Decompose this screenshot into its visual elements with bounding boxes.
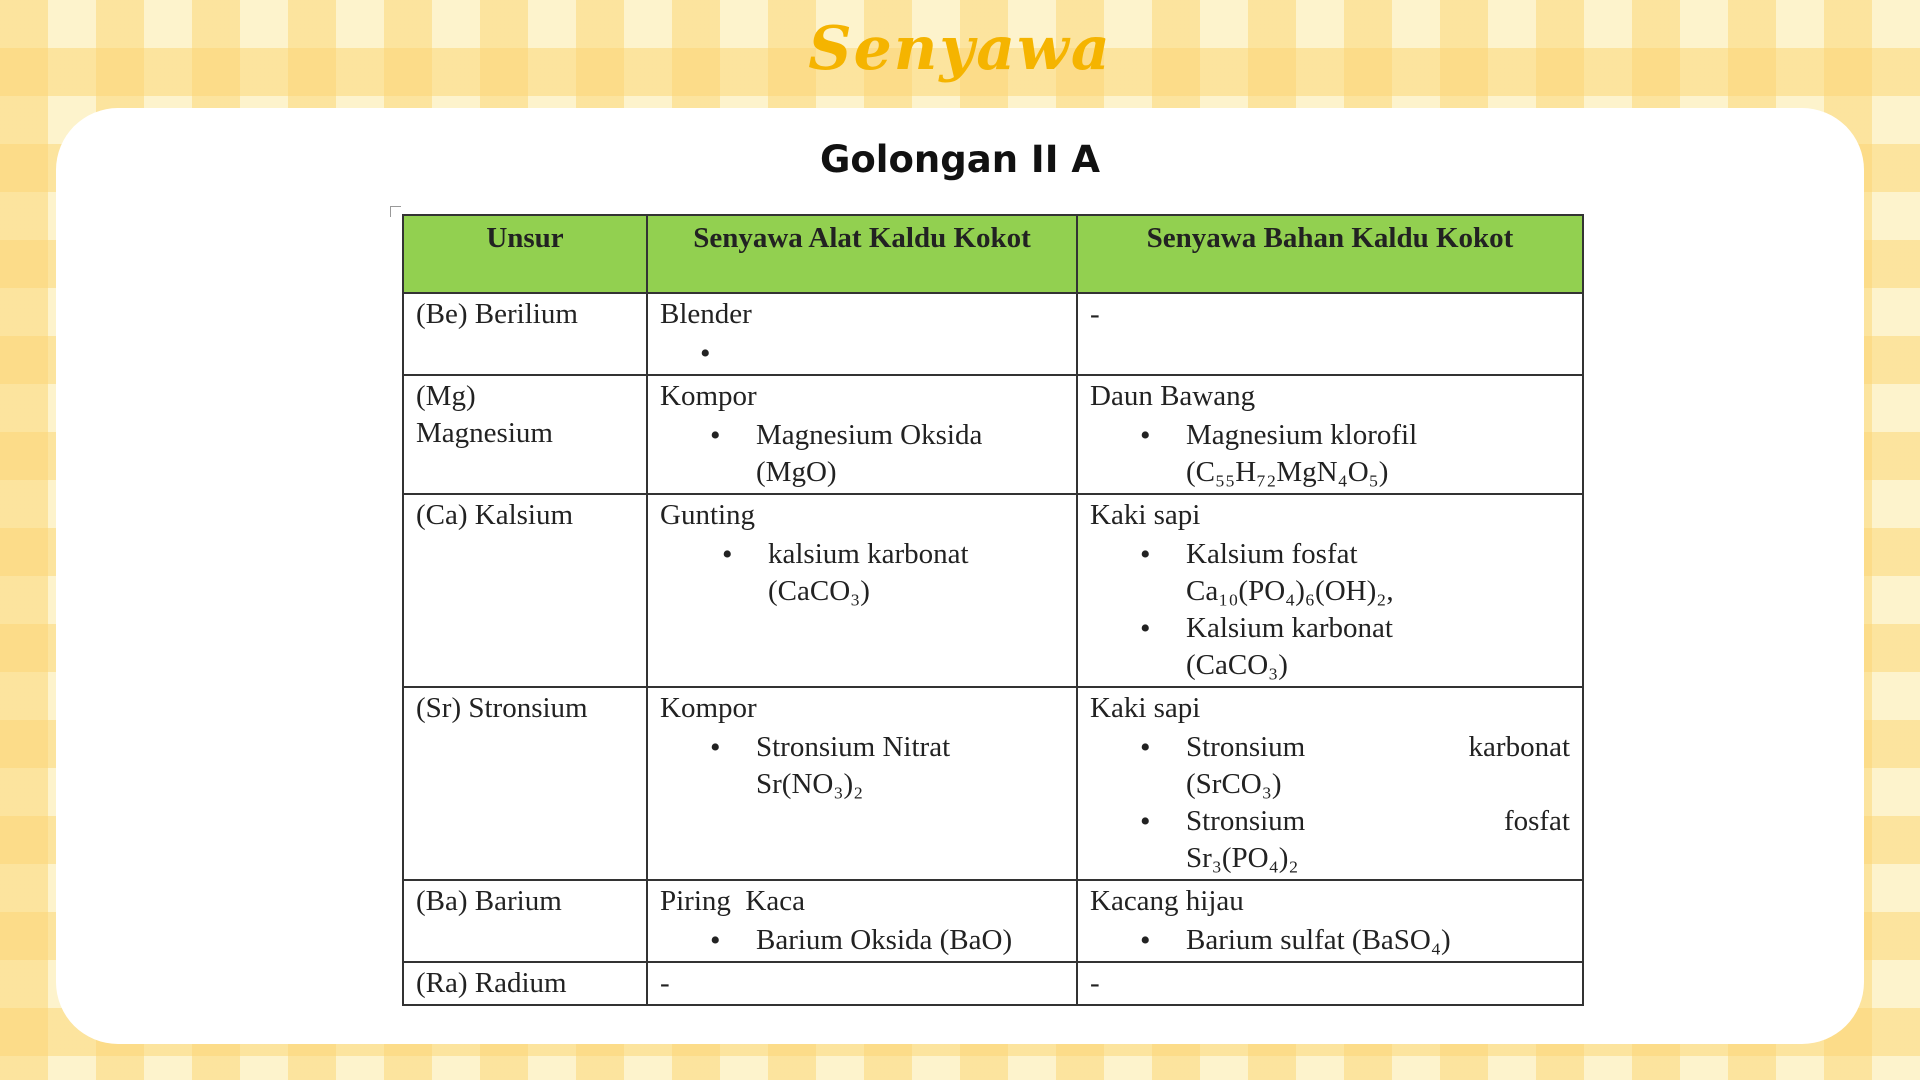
bahan-name: Kaki sapi: [1090, 692, 1201, 724]
list-item: • kalsium karbonat (CaCO₃): [768, 536, 1064, 610]
cell-unsur: (Sr) Stronsium: [403, 687, 647, 880]
bahan-name: Daun Bawang: [1090, 380, 1256, 412]
list-item: • Barium Oksida (BaO): [756, 922, 1064, 959]
alat-name: Gunting: [660, 499, 756, 531]
unsur-text: (Mg) Magnesium: [416, 380, 553, 449]
header-senyawa-bahan: Senyawa Bahan Kaldu Kokot: [1077, 215, 1583, 293]
content-card: [56, 108, 1864, 1044]
bahan-name: -: [1090, 298, 1100, 330]
bahan-name: Kaki sapi: [1090, 499, 1201, 531]
bahan-items: [1090, 729, 1570, 877]
table-corner-mark: [390, 206, 401, 217]
alat-items: [660, 536, 1064, 610]
alat-items: [660, 335, 1064, 372]
bahan-items: [1090, 417, 1570, 491]
cell-unsur: (Ba) Barium: [403, 880, 647, 962]
bahan-name: Kacang hijau: [1090, 885, 1244, 917]
cell-alat: [647, 375, 1077, 494]
alat-items: [660, 417, 1064, 491]
list-item: • Stronsium fosfat Sr₃(PO₄)₂: [1186, 803, 1570, 877]
cell-alat: -: [647, 962, 1077, 1005]
table-header-row: [403, 215, 1583, 293]
list-item: • Magnesium Oksida (MgO): [756, 417, 1064, 491]
page-header-title: Senyawa: [808, 14, 1112, 84]
cell-alat: [647, 293, 1077, 375]
cell-bahan: [1077, 687, 1583, 880]
header-unsur: Unsur: [403, 215, 647, 293]
list-item: • Barium sulfat (BaSO₄): [1186, 922, 1570, 959]
alat-name: Piring Kaca: [660, 885, 805, 917]
cell-bahan: -: [1077, 962, 1583, 1005]
header-senyawa-alat: Senyawa Alat Kaldu Kokot: [647, 215, 1077, 293]
table-row: [403, 293, 1583, 375]
cell-alat: [647, 494, 1077, 687]
list-item: • Magnesium klorofil (C₅₅H₇₂MgN₄O₅): [1186, 417, 1570, 491]
cell-unsur: (Ra) Radium: [403, 962, 647, 1005]
list-item: • Stronsium karbonat (SrCO₃): [1186, 729, 1570, 803]
cell-unsur: (Be) Berilium: [403, 293, 647, 375]
cell-bahan: [1077, 293, 1583, 375]
compound-table: [402, 214, 1584, 1006]
cell-alat: [647, 687, 1077, 880]
cell-unsur: [403, 375, 647, 494]
cell-alat: [647, 880, 1077, 962]
alat-name: Kompor: [660, 692, 757, 724]
card-title: Golongan II A: [820, 138, 1100, 181]
alat-items: [660, 922, 1064, 959]
list-item: • Kalsium karbonat (CaCO₃): [1186, 610, 1570, 684]
bahan-items: [1090, 536, 1570, 684]
table-row: [403, 880, 1583, 962]
cell-bahan: [1077, 375, 1583, 494]
cell-unsur: (Ca) Kalsium: [403, 494, 647, 687]
table-row: [403, 494, 1583, 687]
table-row: [403, 375, 1583, 494]
bahan-items: [1090, 922, 1570, 959]
cell-bahan: [1077, 494, 1583, 687]
table-row: [403, 687, 1583, 880]
table-row: [403, 962, 1583, 1005]
list-item: • Stronsium Nitrat Sr(NO₃)₂: [756, 729, 1064, 803]
alat-items: [660, 729, 1064, 803]
alat-name: Blender: [660, 298, 752, 330]
cell-bahan: [1077, 880, 1583, 962]
list-item: • Kalsium fosfat Ca₁₀(PO₄)₆(OH)₂,: [1186, 536, 1570, 610]
alat-name: Kompor: [660, 380, 757, 412]
